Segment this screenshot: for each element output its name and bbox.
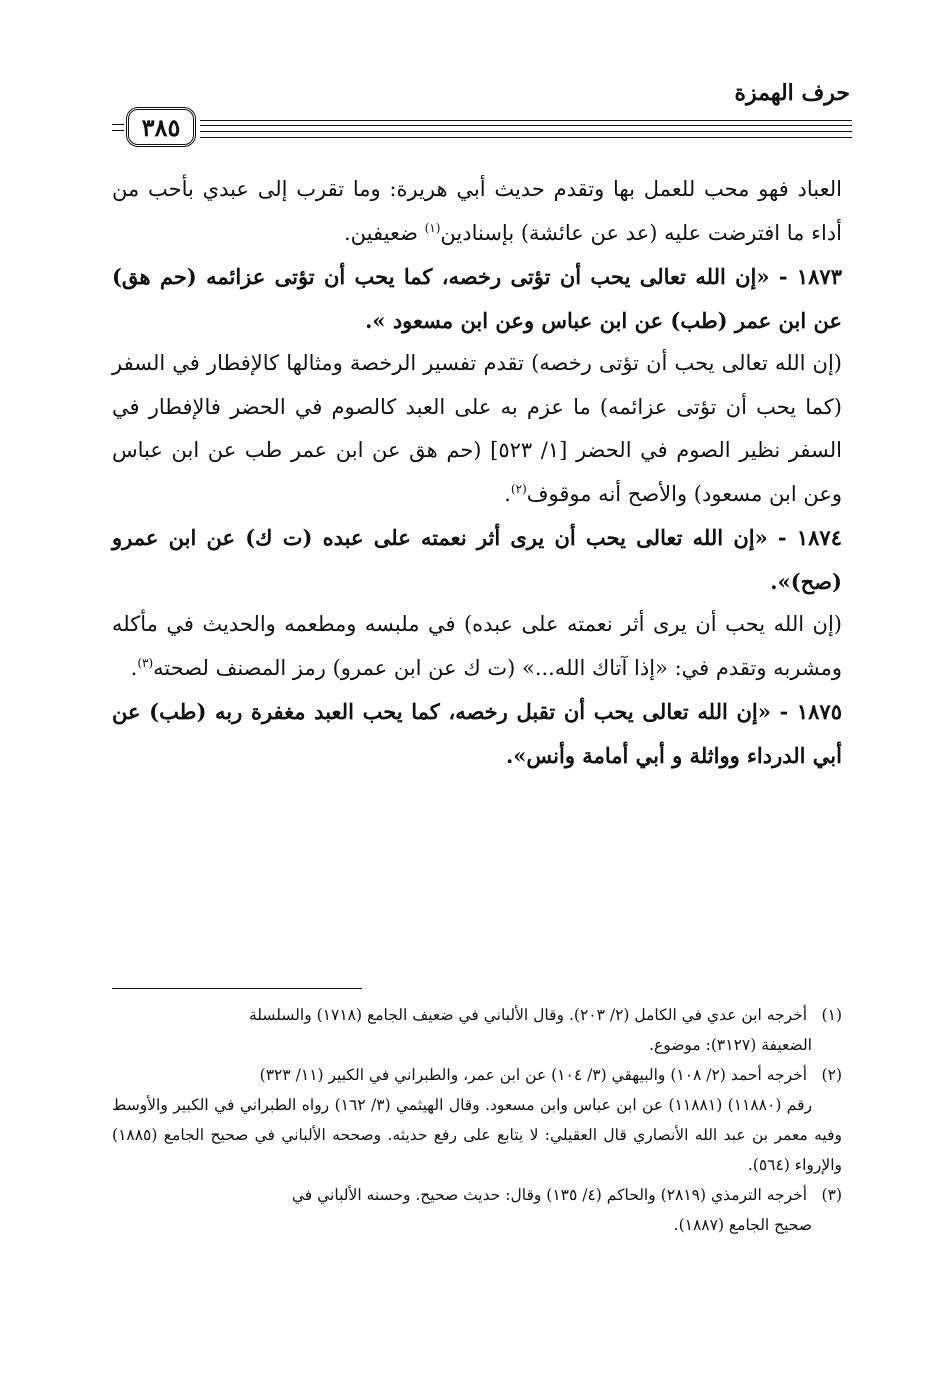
- paragraph-text: .: [504, 481, 511, 506]
- footnote-number: (١): [821, 1006, 842, 1024]
- footnote-ref: (٣): [137, 655, 154, 670]
- footnote-text: رقم (١١٨٨٠) (١١٨٨١) عن ابن عباس وابن مسعود. وقال الهيثمي (٣/ ١٦٢) رواه الطبراني في الكبير والأوسط وفيه معمر بن عبد الله الأنصاري قال العقيلي: لا يتابع على رفع حديثه. وصححه الألباني في صحيح الجامع (١٨٨٥) والإرواء (٥٦٤).: [112, 1096, 842, 1174]
- header-rule-left: [112, 124, 124, 125]
- footnote-text: أخرجه الترمذي (٢٨١٩) والحاكم (٤/ ١٣٥) وقال: حديث صحيح. وحسنه الألباني في: [291, 1186, 808, 1204]
- footnote-number: (٢): [821, 1066, 842, 1084]
- footnote-ref: (١): [424, 220, 441, 235]
- footnote: [112, 1180, 842, 1240]
- header-rule: [200, 137, 852, 138]
- footnotes: [112, 1000, 842, 1240]
- hadith-1874: ١٨٧٤ - «إن الله تعالى يحب أن يرى أثر نعمته على عبده (ت ك) عن ابن عمرو (صح)».: [112, 525, 842, 594]
- paragraph: [112, 342, 842, 516]
- paragraph-text: (إن الله يحب أن يرى أثر نعمته على عبده) في ملبسه ومطعمه والحديث في مأكله ومشربه وتقدم في: «إذا آتاك الله...» (ت ك عن ابن عمرو) رمز المصنف لصحته: [112, 612, 842, 680]
- header-rule: [200, 125, 852, 126]
- paragraph-text: العباد فهو محب للعمل بها وتقدم حديث أبي هريرة: وما تقرب إلى عبدي بأحب من أداء ما افترضت عليه (عد عن عائشة) بإسنادين: [112, 177, 842, 245]
- footnote-text: الضعيفة (٣١٢٧): موضوع.: [649, 1036, 812, 1054]
- paragraph: [112, 603, 842, 690]
- hadith-1873: ١٨٧٣ - «إن الله تعالى يحب أن تؤتى رخصه، كما يحب أن تؤتى عزائمه (حم هق) عن ابن عمر (طب) عن ابن عباس وعن ابن مسعود ».: [112, 264, 842, 333]
- hadith-1875: ١٨٧٥ - «إن الله تعالى يحب أن تقبل رخصه، كما يحب العبد مغفرة ربه (طب) عن أبي الدرداء وواثلة و أبي أمامة وأنس».: [112, 699, 842, 768]
- footnote: [112, 1000, 842, 1060]
- footnote-text: صحيح الجامع (١٨٨٧).: [673, 1216, 812, 1234]
- page-number: ٣٨٥: [126, 107, 196, 147]
- header-rule: [200, 120, 852, 121]
- running-title: حرف الهمزة: [734, 80, 850, 106]
- paragraph-text: ضعيفين.: [343, 220, 425, 245]
- footnote-number: (٣): [821, 1186, 842, 1204]
- header-rule-left: [112, 130, 124, 131]
- footnote-text: أخرجه ابن عدي في الكامل (٢/ ٢٠٣). وقال الألباني في ضعيف الجامع (١٧١٨) والسلسلة: [248, 1006, 808, 1024]
- footnote-text: أخرجه أحمد (٢/ ١٠٨) والبيهقي (٣/ ١٠٤) عن ابن عمر، والطبراني في الكبير (١١/ ٣٢٣): [259, 1066, 808, 1084]
- header-rule: [200, 131, 852, 132]
- footnote-separator: [112, 988, 362, 989]
- paragraph-text: (إن الله تعالى يحب أن تؤتى رخصه) تقدم تفسير الرخصة ومثالها كالإفطار في السفر (كما يحب أن تؤتى عزائمه) ما عزم به على العبد كالصوم في الحضر فالإفطار في السفر نظير الصوم في الحضر [١/ ٥٢٣] (حم هق عن ابن عمر طب عن ابن عباس وعن ابن مسعود) والأصح أنه موقوف: [112, 351, 842, 506]
- paragraph-text: .: [130, 655, 138, 680]
- main-text: [112, 168, 842, 777]
- footnote: [112, 1060, 842, 1180]
- paragraph: [112, 168, 842, 255]
- footnote-ref: (٢): [510, 481, 527, 496]
